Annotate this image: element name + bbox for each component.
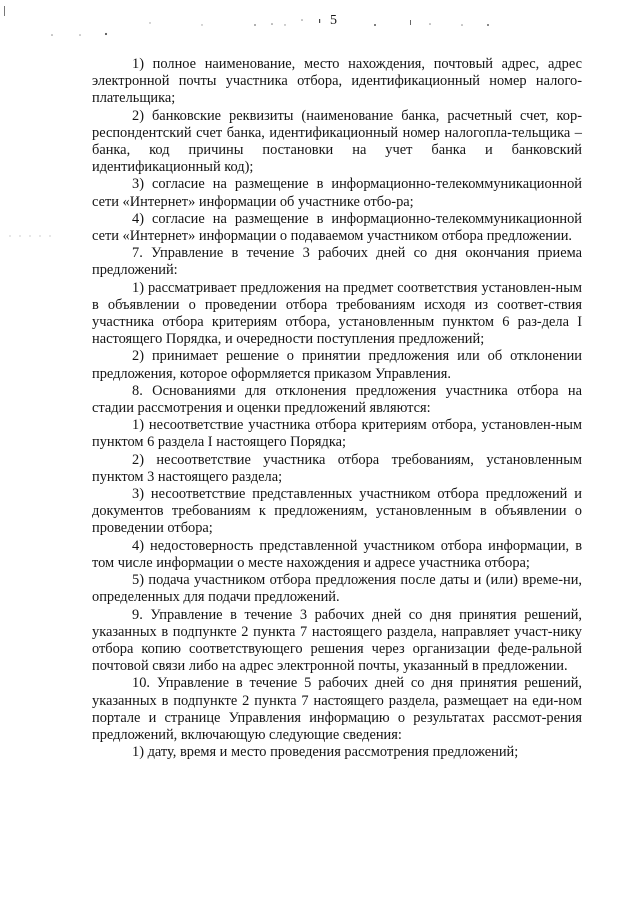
- paragraph-clause-8-item-4: 4) недостоверность представленной участником отбора информации, в том числе информации о месте нахождения и адресе участника отбора;: [92, 537, 582, 571]
- paragraph-consent-proposal-info: 4) согласие на размещение в информационно-телекоммуникационной сети «Интернет» информации о подаваемом участником отбора предложении.: [92, 210, 582, 245]
- page-number: 5: [330, 13, 337, 28]
- paragraph-clause-7: 7. Управление в течение 3 рабочих дней со дня окончания приема предложений:: [92, 245, 582, 279]
- document-body: [92, 56, 582, 761]
- paragraph-clause-7-item-2: 2) принимает решение о принятии предложения или об отклонении предложения, которое оформляется приказом Управления.: [92, 348, 582, 382]
- paragraph-clause-8-item-5: 5) подача участником отбора предложения после даты и (или) време-ни, определенных для подачи предложений.: [92, 572, 582, 606]
- paragraph-bank-details: 2) банковские реквизиты (наименование банка, расчетный счет, кор-респондентский счет банка, идентификационный номер налогопла-тельщика – банка, код причины постановки на учет банка и банковский идентификационный код);: [92, 107, 582, 176]
- paragraph-clause-8-item-2: 2) несоответствие участника отбора требованиям, установленным пунктом 3 настоящего раздела;: [92, 451, 582, 485]
- paragraph-clause-8-item-3: 3) несоответствие представленных участником отбора предложений и документов требованиям к предложениям, установленным в объявлении о проведении отбора;: [92, 486, 582, 537]
- paragraph-clause-8: 8. Основаниями для отклонения предложения участника отбора на стадии рассмотрения и оценки предложений являются:: [92, 382, 582, 417]
- paragraph-consent-participant-info: 3) согласие на размещение в информационно-телекоммуникационной сети «Интернет» информации об участнике отбо-ра;: [92, 176, 582, 210]
- paragraph-clause-10-item-1: 1) дату, время и место проведения рассмотрения предложений;: [132, 744, 519, 761]
- paragraph-applicant-details: 1) полное наименование, место нахождения, почтовый адрес, адрес электронной почты участника отбора, идентификационный номер налого-плательщика;: [92, 56, 582, 107]
- paragraph-clause-10: 10. Управление в течение 5 рабочих дней со дня принятия решений, указанных в подпункте 2 пункта 7 настоящего раздела, размещает на еди-ном портале и странице Управления информацию о результатах рассмот-рения предложений, включающую следующие сведения:: [92, 675, 582, 743]
- paragraph-clause-9: 9. Управление в течение 3 рабочих дней со дня принятия решений, указанных в подпункте 2 пункта 7 настоящего раздела, направляет участ-нику отбора копию соответствующего решения через организации феде-ральной почтовой связи либо на адрес электронной почты, указанный в предложении.: [92, 606, 582, 675]
- paragraph-clause-7-item-1: 1) рассматривает предложения на предмет соответствия установлен-ным в объявлении о проведении отбора требованиям исходя из соответ-ствия участника отбора критериям отбора, установленным пунктом 6 раз-дела I настоящего Порядка, и очередности поступления предложений;: [92, 279, 582, 348]
- paragraph-clause-8-item-1: 1) несоответствие участника отбора критериям отбора, установлен-ным пунктом 6 раздела I настоящего Порядка;: [92, 417, 582, 451]
